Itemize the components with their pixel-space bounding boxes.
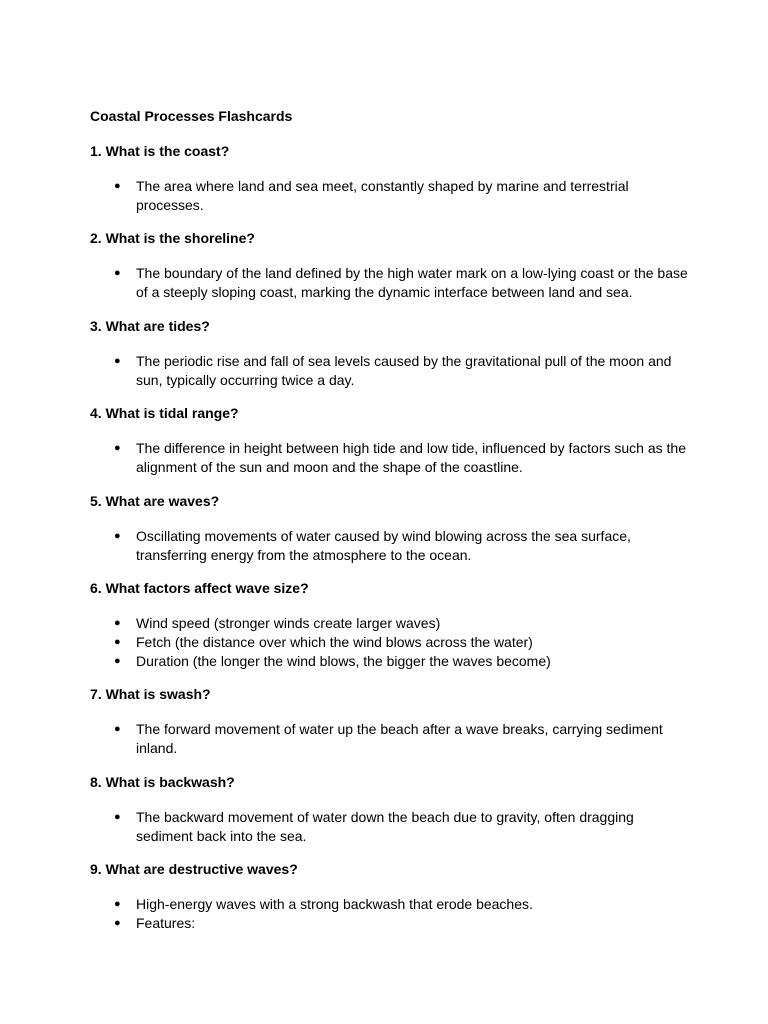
flashcard-question: 6. What factors affect wave size? bbox=[90, 580, 309, 596]
answer-text: The forward movement of water up the beach after a wave breaks, carrying sediment inland. bbox=[136, 721, 663, 756]
flashcard-answers bbox=[90, 808, 690, 846]
flashcard-9 bbox=[90, 861, 690, 933]
answer-item bbox=[90, 527, 690, 565]
answer-text: Oscillating movements of water caused by wind blowing across the sea surface, transferring energy from the atmosphere to the ocean. bbox=[136, 528, 631, 563]
bullet-icon: ● bbox=[114, 917, 121, 929]
answer-item bbox=[90, 808, 690, 846]
bullet-icon: ● bbox=[114, 898, 121, 910]
flashcard-2 bbox=[90, 230, 690, 302]
bullet-icon: ● bbox=[114, 267, 121, 279]
answer-text: The area where land and sea meet, constantly shaped by marine and terrestrial processes. bbox=[136, 178, 629, 213]
answer-item bbox=[90, 652, 690, 671]
flashcard-answers bbox=[90, 895, 690, 933]
flashcard-1 bbox=[90, 143, 690, 215]
answer-text: Wind speed (stronger winds create larger waves) bbox=[136, 615, 441, 631]
flashcard-5 bbox=[90, 493, 690, 565]
answer-text: The periodic rise and fall of sea levels caused by the gravitational pull of the moon and sun, typically occurring twice a day. bbox=[136, 353, 672, 388]
answer-item bbox=[90, 895, 690, 914]
answer-item bbox=[90, 264, 690, 302]
flashcard-question: 3. What are tides? bbox=[90, 318, 210, 334]
flashcard-answers bbox=[90, 439, 690, 477]
bullet-icon: ● bbox=[114, 180, 121, 192]
bullet-icon: ● bbox=[114, 723, 121, 735]
flashcard-question: 1. What is the coast? bbox=[90, 143, 230, 159]
document-title: Coastal Processes Flashcards bbox=[90, 108, 293, 124]
flashcard-answers bbox=[90, 720, 690, 758]
flashcard-answers bbox=[90, 527, 690, 565]
answer-text: The backward movement of water down the beach due to gravity, often dragging sediment back into the sea. bbox=[136, 809, 634, 844]
answer-item bbox=[90, 614, 690, 633]
bullet-icon: ● bbox=[114, 811, 121, 823]
flashcard-answers bbox=[90, 614, 690, 671]
answer-text: High-energy waves with a strong backwash that erode beaches. bbox=[136, 896, 533, 912]
answer-text: Fetch (the distance over which the wind blows across the water) bbox=[136, 634, 533, 650]
bullet-icon: ● bbox=[114, 355, 121, 367]
flashcard-answers bbox=[90, 177, 690, 215]
flashcard-answers bbox=[90, 352, 690, 390]
flashcard-7 bbox=[90, 686, 690, 758]
flashcard-3 bbox=[90, 318, 690, 390]
answer-item bbox=[90, 914, 690, 933]
flashcard-question: 5. What are waves? bbox=[90, 493, 220, 509]
bullet-icon: ● bbox=[114, 617, 121, 629]
bullet-icon: ● bbox=[114, 442, 121, 454]
answer-text: Duration (the longer the wind blows, the bigger the waves become) bbox=[136, 653, 551, 669]
flashcard-question: 4. What is tidal range? bbox=[90, 405, 239, 421]
flashcard-question: 7. What is swash? bbox=[90, 686, 211, 702]
answer-item bbox=[90, 720, 690, 758]
answer-item bbox=[90, 352, 690, 390]
flashcard-4 bbox=[90, 405, 690, 477]
flashcard-question: 2. What is the shoreline? bbox=[90, 230, 255, 246]
bullet-icon: ● bbox=[114, 530, 121, 542]
flashcard-answers bbox=[90, 264, 690, 302]
answer-item bbox=[90, 633, 690, 652]
flashcard-question: 9. What are destructive waves? bbox=[90, 861, 298, 877]
answer-item bbox=[90, 439, 690, 477]
answer-text: Features: bbox=[136, 915, 196, 931]
bullet-icon: ● bbox=[114, 655, 121, 667]
flashcard-question: 8. What is backwash? bbox=[90, 774, 235, 790]
flashcard-6 bbox=[90, 580, 690, 671]
bullet-icon: ● bbox=[114, 636, 121, 648]
answer-text: The boundary of the land defined by the high water mark on a low-lying coast or the base of a steeply sloping coast, marking the dynamic interface between land and sea. bbox=[136, 265, 688, 300]
flashcard-8 bbox=[90, 774, 690, 846]
answer-text: The difference in height between high tide and low tide, influenced by factors such as the alignment of the sun and moon and the shape of the coastline. bbox=[136, 440, 686, 475]
answer-item bbox=[90, 177, 690, 215]
